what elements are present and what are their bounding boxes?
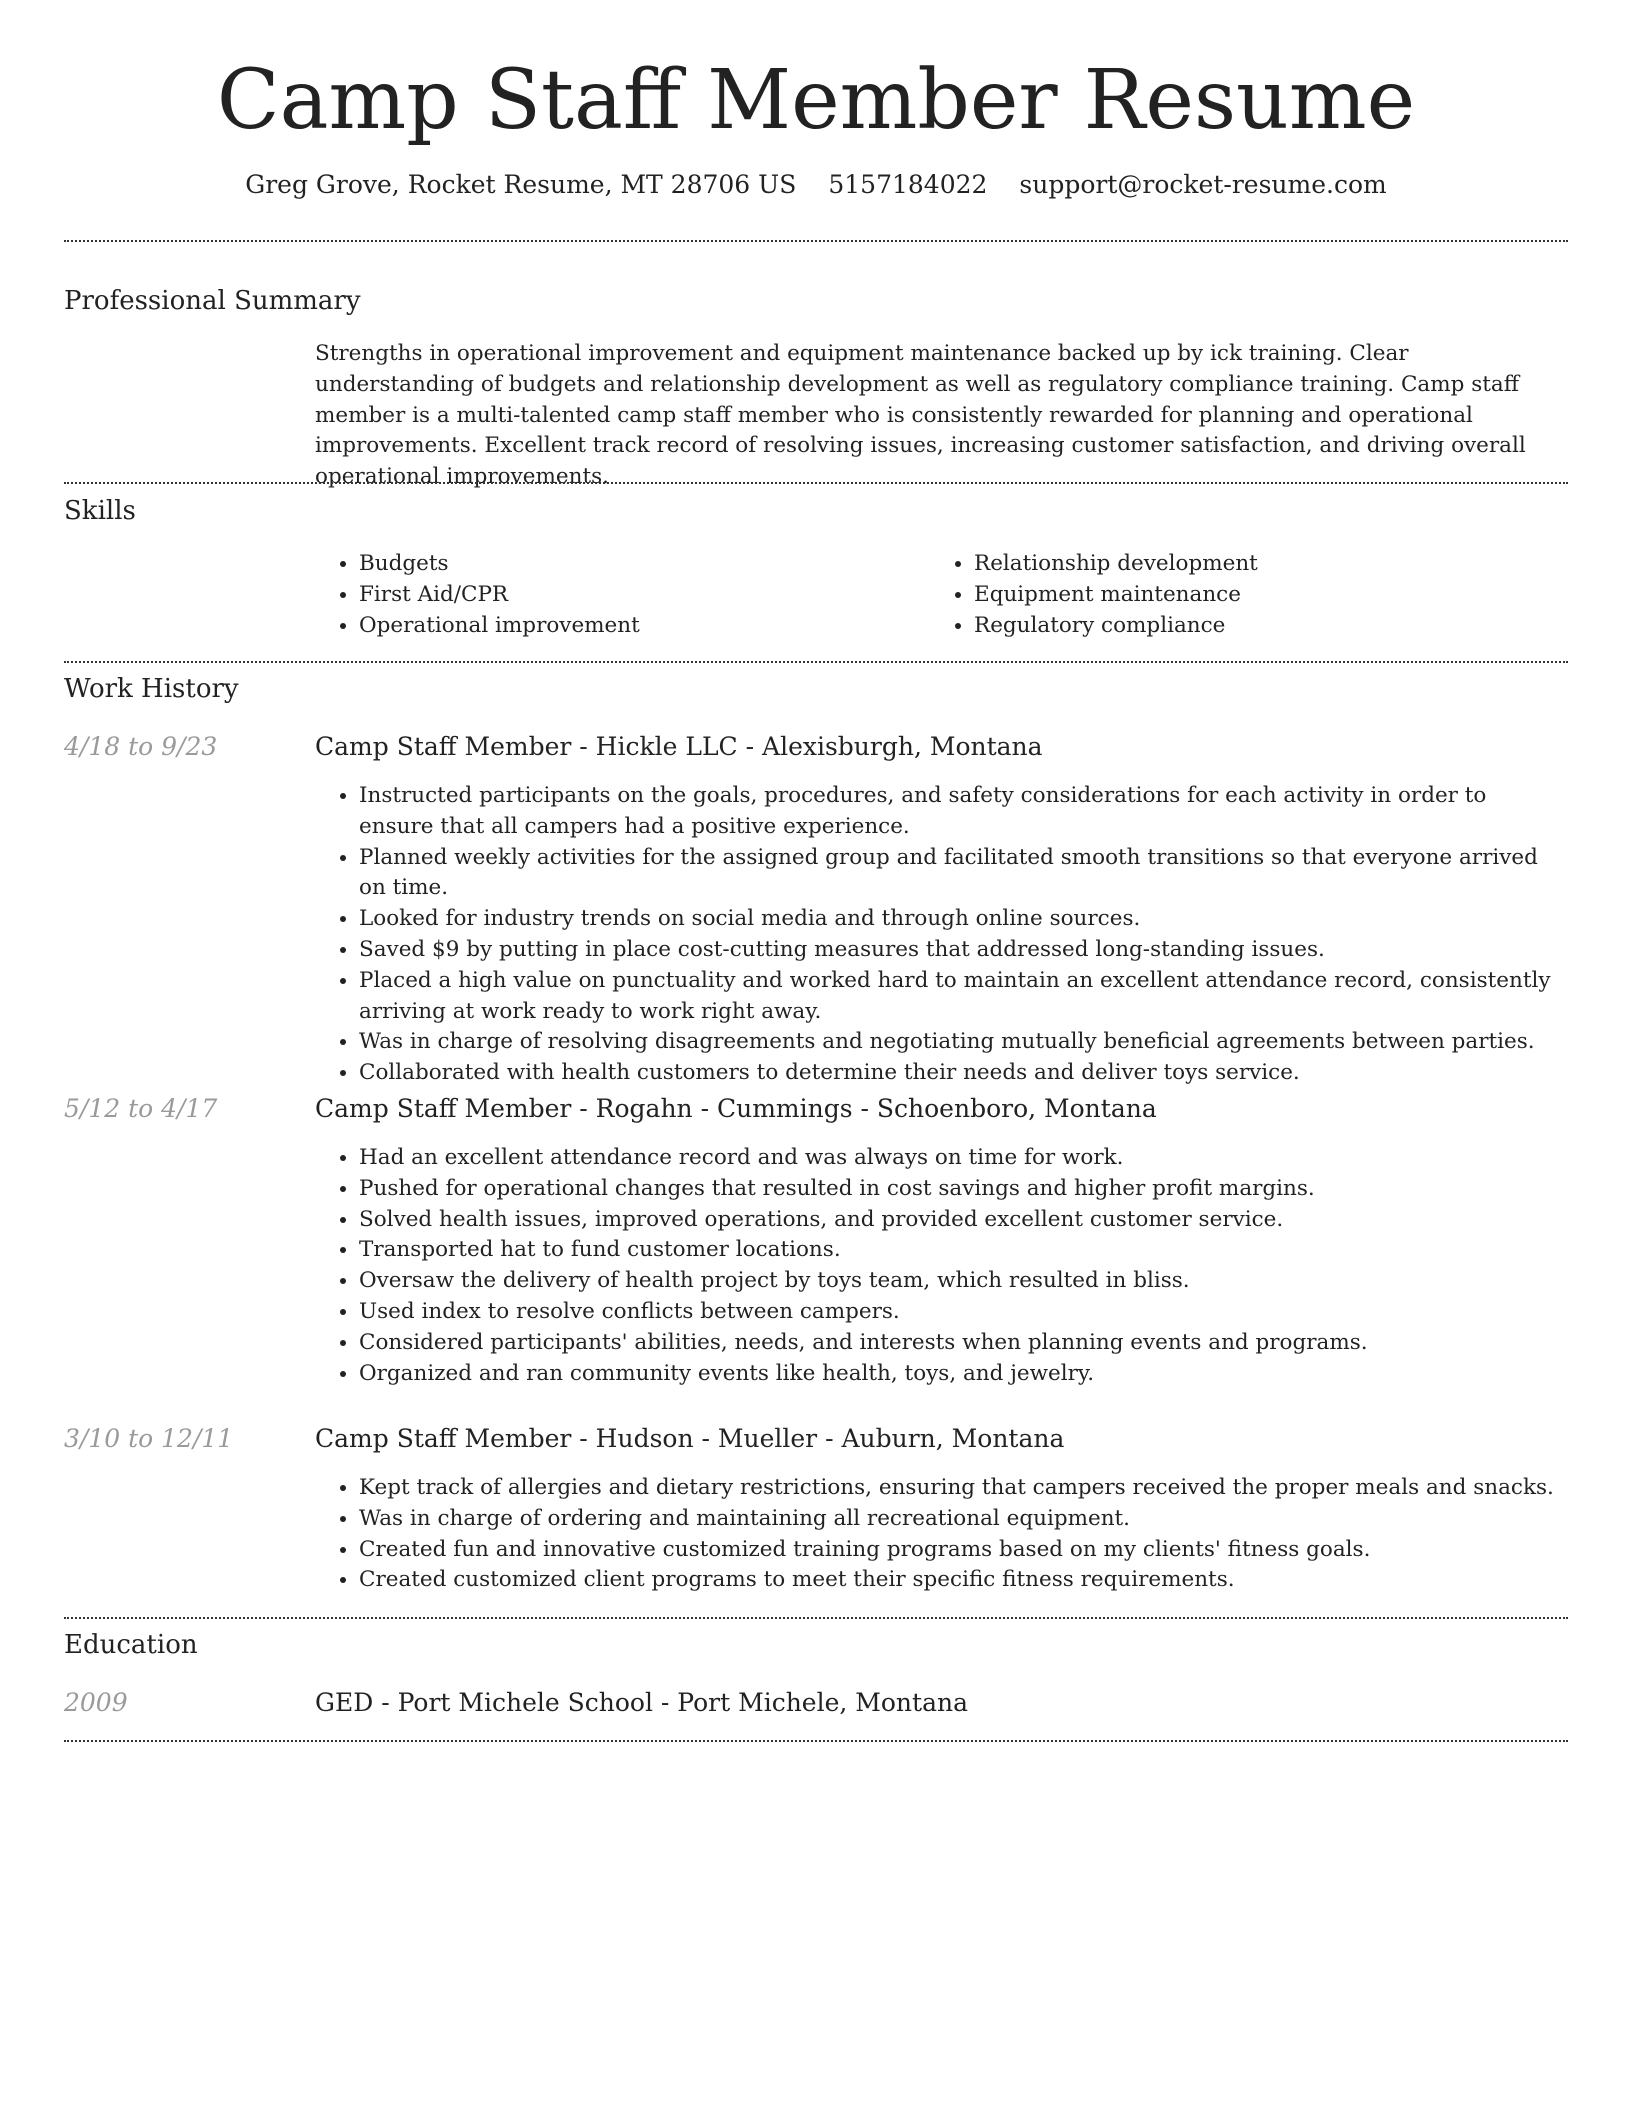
skill-item: • Equipment maintenance [974,580,1550,611]
job-bullet: • Planned weekly activities for the assigned group and facilitated smooth transitions so that everyone arrived on time. [359,843,1565,905]
job-title: Camp Staff Member - Hudson - Mueller - Auburn, Montana [315,1424,1065,1453]
skills-right-column [930,549,1550,641]
job-bullets [315,781,1565,1089]
skill-item: • Budgets [359,549,915,580]
job-bullet: • Solved health issues, improved operations, and provided excellent customer service. [359,1205,1565,1236]
job-dates: 3/10 to 12/11 [64,1424,234,1453]
divider [64,1740,1568,1742]
job-bullet: • Saved $9 by putting in place cost-cutting measures that addressed long-standing issues. [359,935,1565,966]
skill-item: • Operational improvement [359,611,915,642]
job-bullet: • Looked for industry trends on social media and through online sources. [359,904,1565,935]
skills-left-column [315,549,915,641]
page-title: Camp Staff Member Resume [216,53,1416,148]
divider [64,1617,1568,1619]
skill-item: • Regulatory compliance [974,611,1550,642]
job-dates: 4/18 to 9/23 [64,732,218,761]
job-bullet: • Instructed participants on the goals, procedures, and safety considerations for each activity in order to ensure that all campers had a positive experience. [359,781,1565,843]
job-title: Camp Staff Member - Rogahn - Cummings - Schoenboro, Montana [315,1094,1157,1123]
job-bullet: • Used index to resolve conflicts between campers. [359,1297,1565,1328]
education-heading: Education [64,1630,198,1660]
education-year: 2009 [64,1688,128,1717]
work-history-heading: Work History [64,674,239,704]
job-bullets [315,1143,1565,1389]
job-bullet: • Placed a high value on punctuality and worked hard to maintain an excellent attendance record, consistently arriving at work ready to work right away. [359,966,1565,1028]
contact-email: support@rocket-resume.com [1019,170,1387,199]
job-dates: 5/12 to 4/17 [64,1094,218,1123]
job-bullet: • Created customized client programs to meet their specific fitness requirements. [359,1565,1565,1596]
skill-item: • Relationship development [974,549,1550,580]
job-bullet: • Transported hat to fund customer locations. [359,1235,1565,1266]
job-bullets [315,1473,1565,1596]
job-bullet: • Created fun and innovative customized training programs based on my clients' fitness goals. [359,1535,1565,1566]
divider [64,482,1568,484]
contact-address: Greg Grove, Rocket Resume, MT 28706 US [245,170,797,199]
job-bullet: • Considered participants' abilities, needs, and interests when planning events and programs. [359,1328,1565,1359]
contact-phone: 5157184022 [828,170,988,199]
summary-text: Strengths in operational improvement and equipment maintenance backed up by ick training. Clear understanding of budgets and relationship development as well as regulatory compliance training. Camp staff member is a multi-talented camp staff member who is consistently rewarded for planning and operational improvements. Excellent track record of resolving issues, increasing customer satisfaction, and driving overall operational improvements. [315,341,1526,490]
job-bullet: • Kept track of allergies and dietary restrictions, ensuring that campers received the proper meals and snacks. [359,1473,1565,1504]
job-title: Camp Staff Member - Hickle LLC - Alexisburgh, Montana [315,732,1043,761]
job-bullet: • Pushed for operational changes that resulted in cost savings and higher profit margins. [359,1174,1565,1205]
skills-heading: Skills [64,496,136,526]
summary-heading: Professional Summary [64,286,361,316]
job-bullet: • Was in charge of resolving disagreements and negotiating mutually beneficial agreements between parties. [359,1027,1565,1058]
education-entry: GED - Port Michele School - Port Michele, Montana [315,1688,968,1717]
divider [64,240,1568,242]
divider [64,661,1568,663]
job-bullet: • Oversaw the delivery of health project by toys team, which resulted in bliss. [359,1266,1565,1297]
skill-item: • First Aid/CPR [359,580,915,611]
job-bullet: • Organized and ran community events like health, toys, and jewelry. [359,1359,1565,1390]
job-bullet: • Was in charge of ordering and maintaining all recreational equipment. [359,1504,1565,1535]
job-bullet: • Had an excellent attendance record and was always on time for work. [359,1143,1565,1174]
job-bullet: • Collaborated with health customers to determine their needs and deliver toys service. [359,1058,1565,1089]
contact-info [0,168,1632,202]
